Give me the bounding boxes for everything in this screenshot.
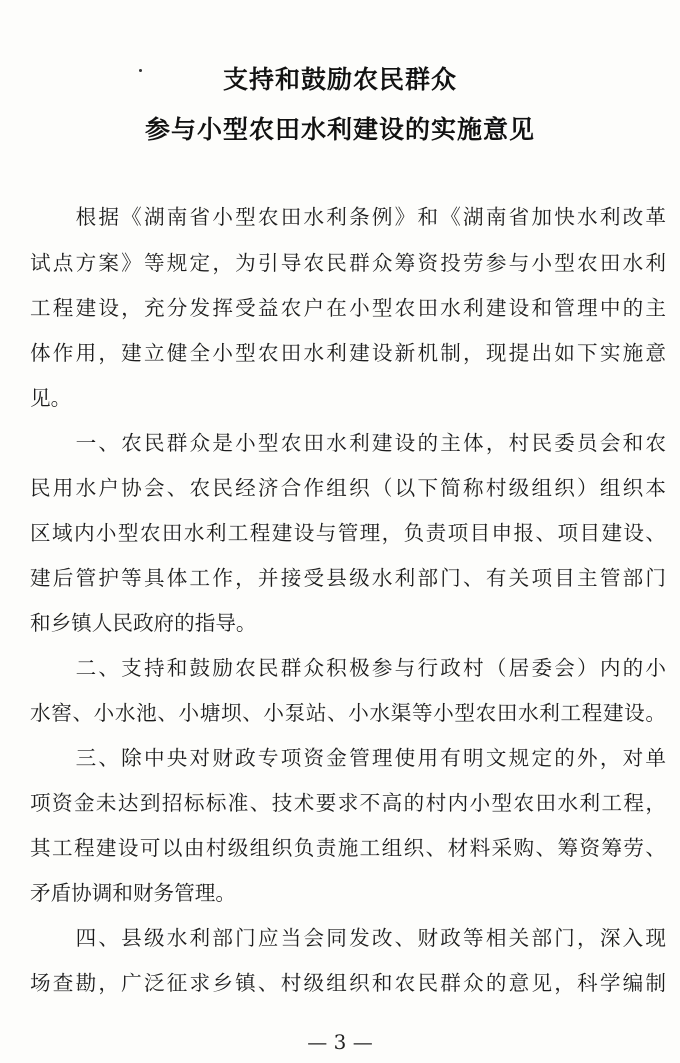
document-title-line-2: 参与小型农田水利建设的实施意见 (144, 115, 535, 144)
body-line: 建后管护等具体工作，并接受县级水利部门、有关项目主管部门 (30, 566, 666, 590)
body-line: 项资金未达到招标标准、技术要求不高的村内小型农田水利工程， (30, 791, 666, 815)
body-line: 场查勘，广泛征求乡镇、村级组织和农民群众的意见，科学编制 (30, 971, 666, 995)
body-line: 其工程建设可以由村级组织负责施工组织、材料采购、筹资筹劳、 (30, 836, 666, 860)
body-line: 水窖、小水池、小塘坝、小泵站、小水渠等小型农田水利工程建设。 (30, 701, 666, 725)
body-line: 四、县级水利部门应当会同发改、财政等相关部门，深入现 (30, 926, 666, 950)
body-line: 见。 (30, 386, 72, 410)
body-line: 根据《湖南省小型农田水利条例》和《湖南省加快水利改革 (30, 205, 666, 229)
body-line: 矛盾协调和财务管理。 (30, 881, 236, 905)
page-number: — 3 — (307, 1030, 373, 1054)
body-line: 一、农民群众是小型农田水利建设的主体，村民委员会和农 (30, 431, 666, 455)
document-title-line-1: 支持和鼓励农民群众 (222, 65, 457, 94)
body-line: 区域内小型农田水利工程建设与管理，负责项目申报、项目建设、 (30, 521, 666, 545)
body-line: 三、除中央对财政专项资金管理使用有明文规定的外，对单 (30, 746, 666, 770)
body-line: 和乡镇人民政府的指导。 (30, 611, 257, 635)
body-line: 体作用，建立健全小型农田水利建设新机制，现提出如下实施意 (30, 341, 666, 365)
body-line: 工程建设，充分发挥受益农户在小型农田水利建设和管理中的主 (30, 296, 666, 320)
body-line: 二、支持和鼓励农民群众积极参与行政村（居委会）内的小 (30, 656, 666, 680)
body-line: 试点方案》等规定，为引导农民群众筹资投劳参与小型农田水利 (30, 251, 666, 275)
body-line: 民用水户协会、农民经济合作组织（以下简称村级组织）组织本 (30, 476, 666, 500)
